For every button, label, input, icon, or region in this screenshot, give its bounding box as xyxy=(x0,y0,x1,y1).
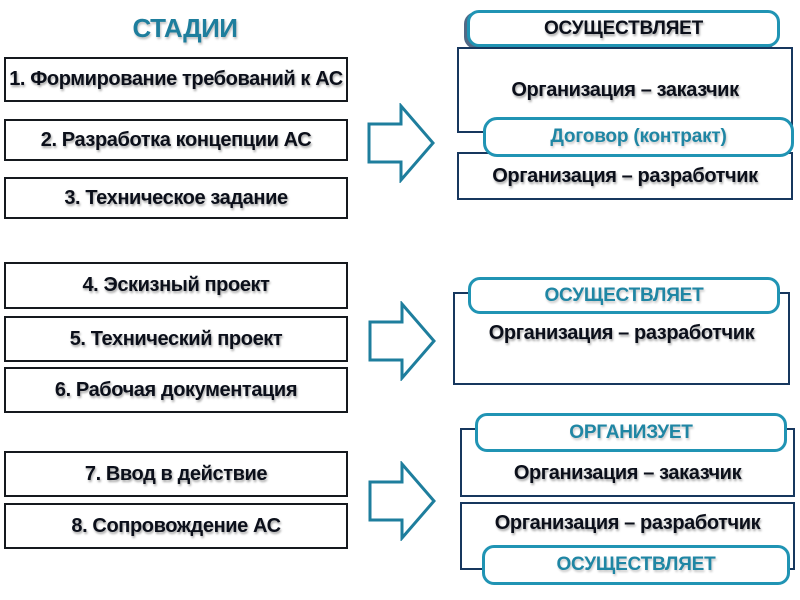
stage-box-5-label: 5. Технический проект xyxy=(69,327,283,350)
stage-box-4-label: 4. Эскизный проект xyxy=(82,274,270,296)
org-customer-label-group1: Организация – заказчик xyxy=(511,78,739,101)
contract-badge xyxy=(483,117,794,157)
flow-arrow-bottom-icon xyxy=(368,461,436,541)
stage-box-3-label: 3. Техническое задание xyxy=(64,186,288,209)
stage-box-2 xyxy=(4,119,348,161)
page-title: СТАДИИ xyxy=(132,12,238,43)
stage-box-8 xyxy=(4,503,348,549)
contract-badge-label: Договор (контракт) xyxy=(550,126,727,147)
org-developer-label-group1: Организация – разработчик xyxy=(492,164,758,187)
stage-box-8-label: 8. Сопровождение АС xyxy=(71,514,281,537)
stage-box-4 xyxy=(4,262,348,309)
stage-box-1 xyxy=(4,57,348,102)
stage-box-7 xyxy=(4,451,348,497)
organizes-header-group3 xyxy=(475,413,787,452)
performs-footer-label-group3: ОСУЩЕСТВЛЯЕТ xyxy=(556,554,716,575)
performs-header-label-group2: ОСУЩЕСТВЛЯЕТ xyxy=(544,284,704,306)
stage-box-7-label: 7. Ввод в действие xyxy=(84,462,268,485)
stage-box-6-label: 6. Рабочая документация xyxy=(54,378,298,401)
org-customer-label-group3: Организация – заказчик xyxy=(513,462,742,484)
org-developer-box-group1 xyxy=(457,152,793,200)
stage-box-5 xyxy=(4,316,348,362)
org-developer-label-group2: Организация – разработчик xyxy=(488,322,755,344)
flow-arrow-middle-icon xyxy=(368,301,436,381)
performs-footer-group3 xyxy=(482,545,790,585)
stage-box-1-label: 1. Формирование требований к АС xyxy=(9,68,343,90)
performs-header-group2 xyxy=(468,277,780,314)
organizes-header-label-group3: ОРГАНИЗУЕТ xyxy=(569,421,693,443)
org-developer-label-group3: Организация – разработчик xyxy=(494,512,761,534)
performs-header-label-group1: ОСУЩЕСТВЛЯЕТ xyxy=(543,17,704,39)
flow-arrow-top-icon xyxy=(367,103,435,183)
stage-box-6 xyxy=(4,367,348,413)
stage-box-3 xyxy=(4,177,348,219)
performs-header-group1 xyxy=(467,10,780,47)
stage-box-2-label: 2. Разработка концепции АС xyxy=(40,128,312,151)
